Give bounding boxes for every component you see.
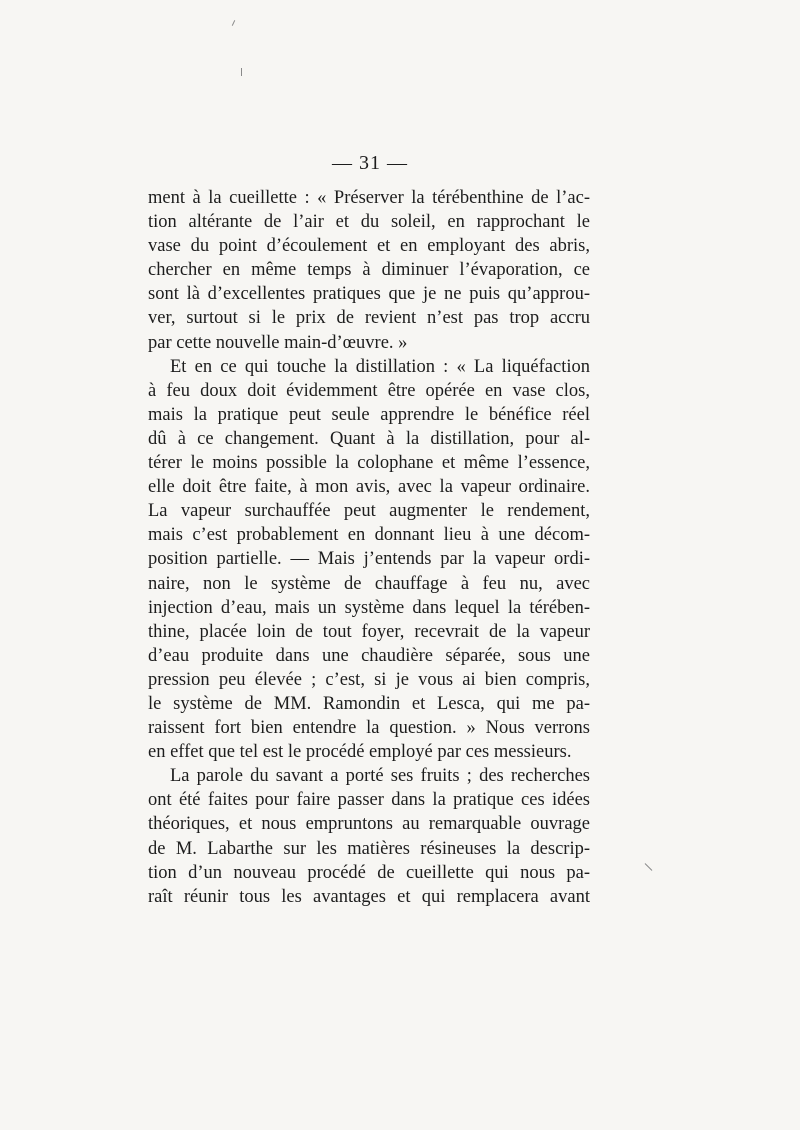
text-line: térer le moins possible la colophane et même l’essence,: [148, 453, 590, 474]
text-line: pression peu élevée ; c’est, si je vous ai bien compris,: [148, 669, 590, 690]
text-line: La parole du savant a porté ses fruits ; des recherches: [170, 766, 590, 787]
text-line: raît réunir tous les avantages et qui remplacera avant: [148, 886, 590, 907]
text-line: de M. Labarthe sur les matières résineuses la descrip-: [148, 838, 590, 859]
text-line: mais c’est probablement en donnant lieu à une décom-: [148, 525, 590, 546]
text-line: vase du point d’écoulement et en employant des abris,: [148, 236, 590, 257]
text-line: position partielle. — Mais j’entends par la vapeur ordi-: [148, 549, 590, 570]
text-line: théoriques, et nous empruntons au remarquable ouvrage: [148, 814, 590, 835]
text-line: à feu doux doit évidemment être opérée en vase clos,: [148, 380, 590, 401]
text-line: thine, placée loin de tout foyer, recevrait de la vapeur: [148, 621, 590, 642]
text-line: en effet que tel est le procédé employé par ces messieurs.: [148, 742, 572, 763]
text-line: ver, surtout si le prix de revient n’est pas trop accru: [148, 308, 590, 329]
body-text: [148, 186, 590, 909]
text-line: par cette nouvelle main-d’œuvre. »: [148, 332, 408, 353]
text-line: dû à ce changement. Quant à la distillation, pour al-: [148, 428, 590, 449]
paper-speck: [241, 68, 242, 76]
text-line: mais la pratique peut seule apprendre le bénéfice réel: [148, 404, 590, 425]
text-line: injection d’eau, mais un système dans lequel la térében-: [148, 597, 590, 618]
paper-speck: [645, 863, 653, 871]
text-line: sont là d’excellentes pratiques que je ne puis qu’approu-: [148, 284, 590, 305]
text-line: naire, non le système de chauffage à feu nu, avec: [148, 573, 590, 594]
text-line: d’eau produite dans une chaudière séparée, sous une: [148, 645, 590, 666]
text-line: ont été faites pour faire passer dans la pratique ces idées: [148, 790, 590, 811]
text-line: tion d’un nouveau procédé de cueillette qui nous pa-: [148, 862, 590, 883]
text-line: Et en ce qui touche la distillation : « La liquéfaction: [170, 356, 590, 377]
text-line: tion altérante de l’air et du soleil, en rapprochant le: [148, 212, 590, 233]
text-line: La vapeur surchauffée peut augmenter le rendement,: [148, 501, 590, 522]
text-line: le système de MM. Ramondin et Lesca, qui me pa-: [148, 693, 590, 714]
paper-speck: [232, 20, 235, 26]
text-line: chercher en même temps à diminuer l’évaporation, ce: [148, 260, 590, 281]
text-line: raissent fort bien entendre la question. » Nous verrons: [148, 718, 590, 739]
text-line: elle doit être faite, à mon avis, avec la vapeur ordinaire.: [148, 477, 590, 498]
page-number: — 31 —: [332, 152, 408, 174]
text-line: ment à la cueillette : « Préserver la térébenthine de l’ac-: [148, 188, 590, 208]
